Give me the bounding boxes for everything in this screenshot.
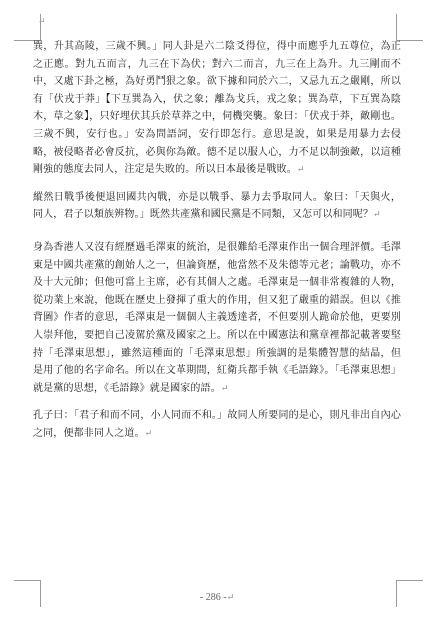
paragraph [33,407,401,443]
paragraph-text: 身為香港人又沒有經歷過毛澤東的統治，是很難給毛澤東作出一個合理評價。毛澤東是中國共產黨的創始人之一，但論資歷，他當然不及朱德等元老；論戰功，亦不及十大元帥；但他可當上主席，必有其個人之處。毛澤東是一個非常複雜的人物，從功業上來說，他既在歷史上發揮了重大的作用，但又犯了嚴重的錯誤。但以《推背圖》作者的意思，毛澤東是一個個人主義透達者，不但要別人跪命於他，更要別人崇拜他，要把自己凌駕於黨及國家之上。所以在中國憲法和黨章裡都記載著要堅持「毛澤東思想」，雖然這種面的「毛澤東思想」所強調的是集體智慧的結晶，但是用了他的名字命名。所以在文革期間，紅衛兵都手執《毛語錄》。「毛澤東思想」就是黨的思想，《毛語錄》就是國家的語。 [33,241,401,394]
paragraph-mark-icon: ↵ [296,165,305,176]
paragraph-text: 縱然日戰爭後便退回國共內戰，亦是以戰爭、暴力去爭取同人。象曰：「天與火，同人，君子以類族辨物。」既然共產黨和國民黨是不同類，又怎可以和同呢？ [33,191,401,221]
page-footer [0,592,434,603]
paragraph-mark-icon: ↵ [373,210,381,221]
paragraph-mark-icon: ↵ [220,383,229,394]
crop-mark-top-left [14,14,41,41]
page-number: - 286 - [199,592,227,603]
paragraph-mark-icon: ↵ [144,428,153,439]
paragraph [33,189,401,225]
paragraph [33,239,401,398]
paragraph-text: 巽，升其高陵，三歲不興。」同人卦是六二陰爻得位，得中而應乎九五尊位，為正之正應。對九五而言，九三在下為伏；對六二而言，九三在上為升。九三剛而不中，又處下卦之極，為好勇鬥狠之象。欲下據和同於六二，又忌九五之嚴剛，所以有「伏戎于莽」【下互巽為入，伏之象；離為戈兵，戎之象；巽為草，下互巽為陰木，草之象】，只好埋伏其兵於草莽之中，伺機突襲。象曰：「伏戎于莽，敵剛也。三歲不興，安行也。」安為問語詞，安行即怎行。意思是說，如果是用暴力去侵略，被侵略者必會反抗，必與你為敵。德不足以服人心，力不足以制強敵，以這種剛強的態度去同人，注定是失敗的。所以日本最後是戰敗。 [33,41,401,176]
crop-mark-top-right [396,14,423,41]
document-body[interactable] [33,38,401,443]
paragraph-text: 孔子曰：「君子和而不同，小人同而不和。」故同人所要同的是心，則凡非出自內心之同，便都非同人之道。 [33,410,401,439]
text-cursor-mark: ↵ [38,17,46,27]
paragraph-mark-icon: ↵ [226,592,235,602]
paragraph [33,38,401,180]
